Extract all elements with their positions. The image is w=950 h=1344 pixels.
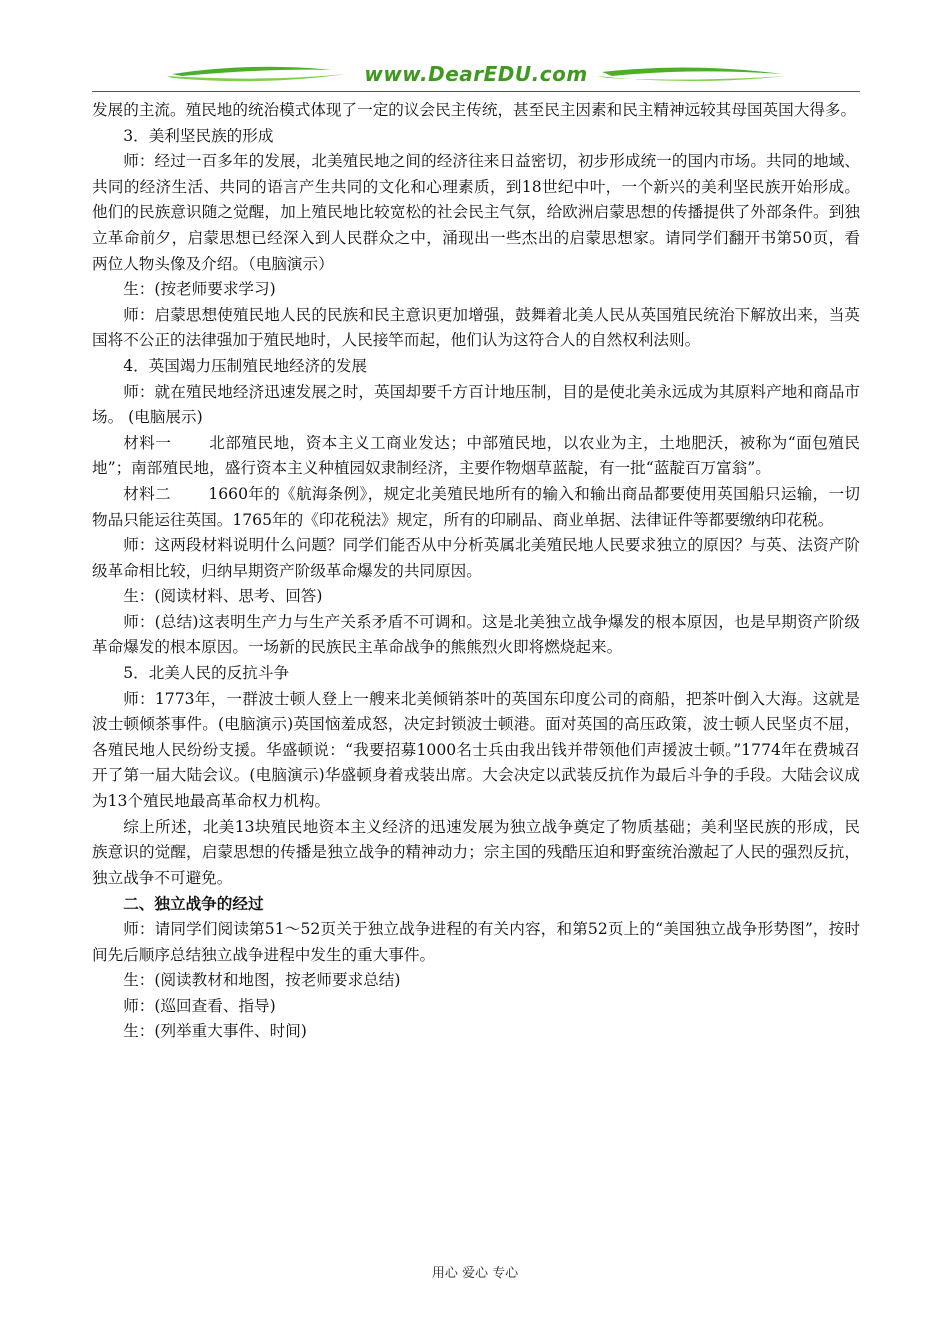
page-footer: 用心 爱心 专心 <box>431 1266 519 1281</box>
material-label: 材料二 <box>123 484 171 503</box>
material-paragraph <box>92 431 860 482</box>
document-body <box>92 98 860 1045</box>
material-text: 北部殖民地，资本主义工商业发达；中部殖民地，以农业为主，土地肥沃，被称为“面包殖民地”；南部殖民地，盛行资本主义种植园奴隶制经济，主要作物烟草蓝靛，有一批“蓝靛百万富翁”。 <box>92 433 860 478</box>
material-text: 1660年的《航海条例》，规定北美殖民地所有的输入和输出商品都要使用英国船只运输，一切物品只能运往英国。1765年的《印花税法》规定，所有的印刷品、商业单据、法律证件等都要缴纳印花税。 <box>92 484 860 529</box>
site-logo[interactable]: www.DearEDU.com <box>364 62 588 86</box>
paragraph: 师：(巡回查看、指导) <box>123 996 276 1015</box>
paragraph: 生：(阅读材料、思考、回答) <box>123 587 323 606</box>
paragraph: 师：1773年，一群波士顿人登上一艘来北美倾销茶叶的英国东印度公司的商船，把茶叶倒入大海。这就是波士顿倾茶事件。(电脑演示)英国恼羞成怒，决定封锁波士顿港。面对英国的高压政策，波士顿人民坚贞不屈，各殖民地人民纷纷支援。华盛顿说：“我要招募1000名士兵由我出钱并带领他们声援波士顿。”1774年在费城召开了第一届大陆会议。(电脑演示)华盛顿身着戎装出席。大会决定以武装反抗作为最后斗争的手段。大陆会议成为13个殖民地最高革命权力机构。 <box>92 689 860 811</box>
paragraph: 生：(阅读教材和地图，按老师要求总结) <box>123 971 401 990</box>
section-heading: 5．北美人民的反抗斗争 <box>123 664 290 683</box>
site-header <box>92 56 860 92</box>
paragraph: 师：(总结)这表明生产力与生产关系矛盾不可调和。这是北美独立战争爆发的根本原因，也是早期资产阶级革命爆发的根本原因。一场新的民族民主革命战争的熊熊烈火即将燃烧起来。 <box>92 612 860 657</box>
paragraph: 综上所述，北美13块殖民地资本主义经济的迅速发展为独立战争奠定了物质基础；美利坚民族的形成，民族意识的觉醒，启蒙思想的传播是独立战争的精神动力；宗主国的残酷压迫和野蛮统治激起了人民的强烈反抗，独立战争不可避免。 <box>92 817 860 887</box>
paragraph: 师：请同学们阅读第51～52页关于独立战争进程的有关内容，和第52页上的“美国独立战争形势图”，按时间先后顺序总结独立战争进程中发生的重大事件。 <box>92 920 860 964</box>
paragraph: 师：这两段材料说明什么问题？同学们能否从中分析英属北美殖民地人民要求独立的原因？与英、法资产阶级革命相比较，归纳早期资产阶级革命爆发的共同原因。 <box>92 536 860 580</box>
paragraph: 师：启蒙思想使殖民地人民的民族和民主意识更加增强，鼓舞着北美人民从英国殖民统治下解放出来，当英国将不公正的法律强加于殖民地时，人民接竿而起，他们认为这符合人的自然权利法则。 <box>92 305 860 350</box>
paragraph: 生：(列举重大事件、时间) <box>123 1022 307 1041</box>
section-heading: 4．英国竭力压制殖民地经济的发展 <box>123 356 368 375</box>
paragraph: 师：就在殖民地经济迅速发展之时，英国却要千方百计地压制，目的是使北美永远成为其原料产地和商品市场。 (电脑展示) <box>92 382 860 427</box>
header-divider <box>92 91 860 92</box>
material-label: 材料一 <box>123 433 172 452</box>
section-heading: 3．美利坚民族的形成 <box>123 126 274 145</box>
paragraph: 生：(按老师要求学习) <box>123 280 276 299</box>
chapter-heading: 二、独立战争的经过 <box>123 894 264 914</box>
material-paragraph <box>92 482 860 533</box>
paragraph: 师：经过一百多年的发展，北美殖民地之间的经济往来日益密切，初步形成统一的国内市场。共同的地域、共同的经济生活、共同的语言产生共同的文化和心理素质，到18世纪中叶，一个新兴的美利坚民族开始形成。他们的民族意识随之觉醒，加上殖民地比较宽松的社会民主气氛，给欧洲启蒙思想的传播提供了外部条件。到独立革命前夕，启蒙思想已经深入到人民群众之中，涌现出一些杰出的启蒙思想家。请同学们翻开书第50页，看两位人物头像及介绍。（电脑演示） <box>92 152 860 273</box>
paragraph: 发展的主流。殖民地的统治模式体现了一定的议会民主传统，甚至民主因素和民主精神远较其母国英国大得多。 <box>92 101 857 119</box>
